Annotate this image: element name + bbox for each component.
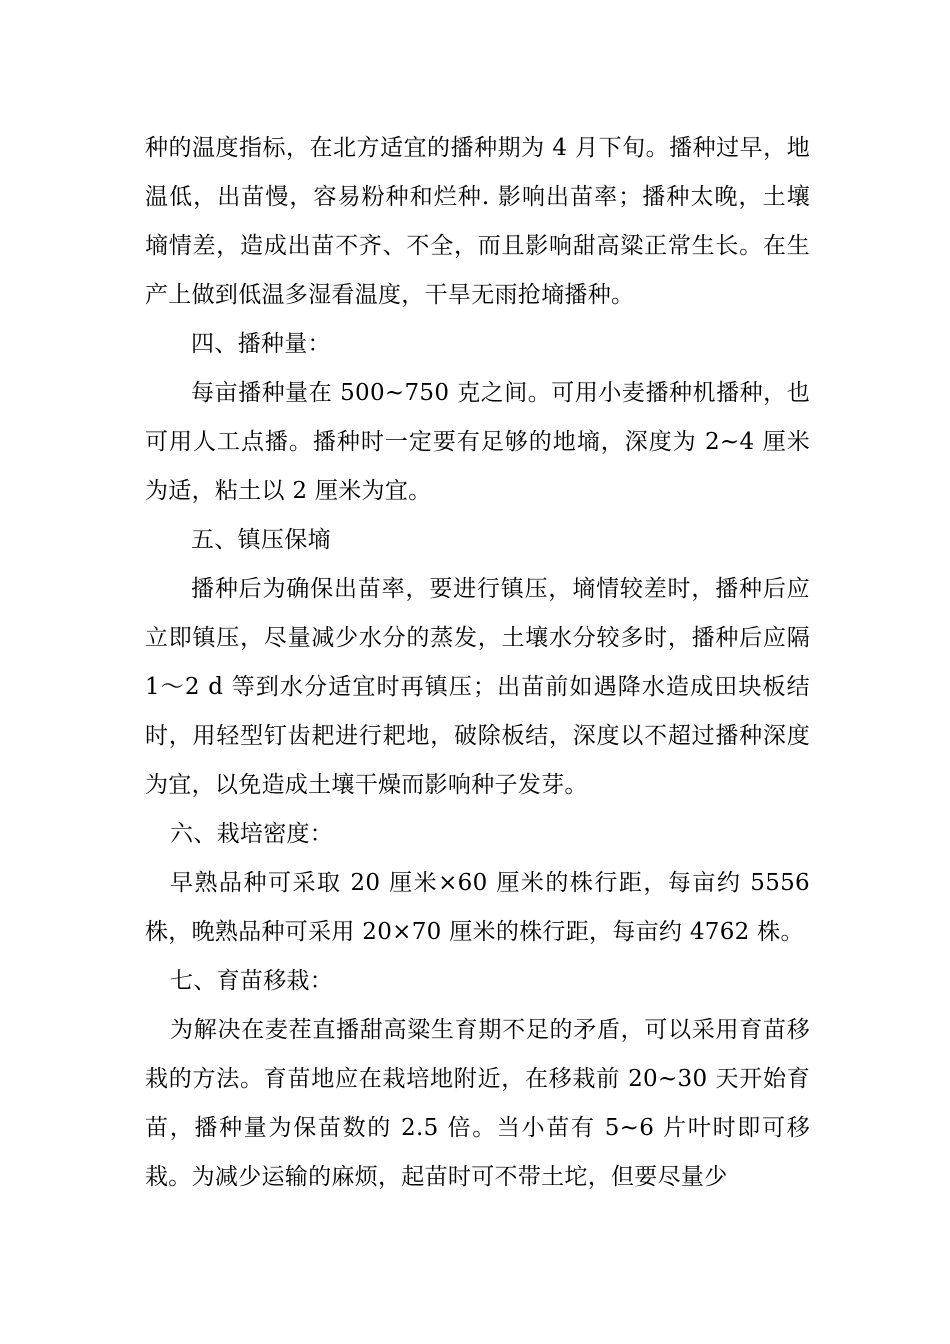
paragraph-sowing-time: 种的温度指标，在北方适宜的播种期为 4 月下旬。播种过早，地温低，出苗慢，容易粉种和烂种. 影响出苗率；播种太晚，土壤墒情差，造成出苗不齐、不全，而且影响甜高粱正常生长。在生产上做到低温多湿看温度，干旱无雨抢墒播种。: [145, 135, 810, 308]
paragraph-planting-density: 早熟品种可采取 20 厘米×60 厘米的株行距，每亩约 5556 株，晚熟品种可采用 20×70 厘米的株行距，每亩约 4762 株。: [145, 870, 810, 945]
heading-planting-density: 六、栽培密度：: [170, 821, 334, 847]
paragraph-transplanting: 为解决在麦茬直播甜高粱生育期不足的矛盾，可以采用育苗移栽的方法。育苗地应在栽培地附近，在移栽前 20~30 天开始育苗，播种量为保苗数的 2.5 倍。当小苗有 5~6 片叶时即可移栽。为减少运输的麻烦，起苗时可不带土坨，但要尽量少: [145, 1017, 810, 1190]
heading-transplanting: 七、育苗移栽：: [170, 968, 334, 994]
body-text: [145, 124, 810, 1202]
paragraph-sowing-amount: 每亩播种量在 500~750 克之间。可用小麦播种机播种，也可用人工点播。播种时一定要有足够的地墒，深度为 2~4 厘米为适，粘土以 2 厘米为宜。: [145, 380, 810, 504]
heading-sowing-amount: 四、播种量：: [191, 331, 331, 357]
paragraph-compaction: 播种后为确保出苗率，要进行镇压，墒情较差时，播种后应立即镇压，尽量减少水分的蒸发，土壤水分较多时，播种后应隔 1～2 d 等到水分适宜时再镇压；出苗前如遇降水造成田块板结时，用轻型钉齿耙进行耙地，破除板结，深度以不超过播种深度为宜，以免造成土壤干燥而影响种子发芽。: [145, 576, 810, 798]
heading-compaction: 五、镇压保墒: [191, 527, 331, 553]
